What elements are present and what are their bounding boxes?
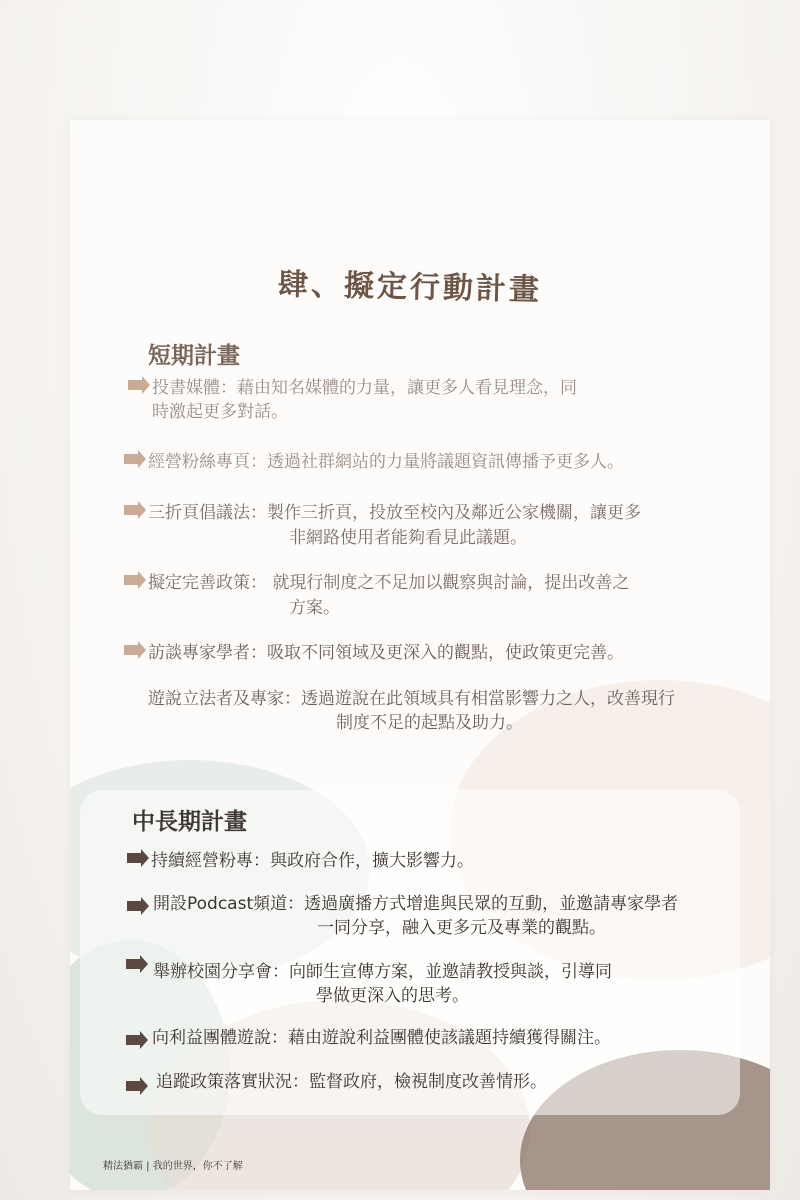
item-line: 追蹤政策落實狀況：監督政府，檢視制度改善情形。: [156, 1072, 547, 1092]
poster-title: 肆、擬定行動計畫: [277, 267, 543, 308]
item-line: 遊說立法者及專家：透過遊說在此領域具有相當影響力之人，改善現行: [148, 689, 675, 709]
item-line: 擬定完善政策： 就現行制度之不足加以觀察與討論，提出改善之: [148, 573, 630, 593]
item-line: 時激起更多對話。: [152, 402, 288, 422]
arrow-right-icon: [126, 1081, 140, 1091]
item-line: 向利益團體遊說：藉由遊說利益團體使該議題持續獲得關注。: [152, 1028, 611, 1048]
item-line: 三折頁倡議法：製作三折頁，投放至校內及鄰近公家機關，讓更多: [148, 503, 641, 523]
arrow-right-icon: [124, 645, 138, 655]
item-line: 制度不足的起點及助力。: [336, 713, 523, 733]
item-line: 一同分享，融入更多元及專業的觀點。: [317, 918, 606, 938]
arrow-right-icon: [127, 853, 141, 863]
short-term-heading: 短期計畫: [148, 343, 240, 369]
item-line: 持續經營粉專：與政府合作，擴大影響力。: [151, 851, 474, 871]
arrow-right-icon: [126, 959, 140, 969]
item-line: 訪談專家學者：吸取不同領域及更深入的觀點，使政策更完善。: [148, 643, 624, 663]
item-line: 經營粉絲專頁：透過社群網站的力量將議題資訊傳播予更多人。: [148, 452, 624, 472]
mid-long-term-card: [80, 790, 740, 1115]
arrow-right-icon: [124, 454, 138, 464]
arrow-right-icon: [124, 505, 138, 515]
item-line: 開設Podcast頻道：透過廣播方式增進與民眾的互動，並邀請專家學者: [153, 894, 679, 914]
mid-long-term-heading: 中長期計畫: [132, 809, 247, 835]
arrow-right-icon: [124, 575, 138, 585]
item-line: 方案。: [289, 598, 340, 618]
arrow-right-icon: [126, 1035, 140, 1045]
arrow-right-icon: [128, 380, 142, 390]
item-line: 學做更深入的思考。: [316, 986, 469, 1006]
item-line: 非網路使用者能夠看見此議題。: [289, 528, 527, 548]
item-line: 投書媒體：藉由知名媒體的力量，讓更多人看見理念，同: [152, 378, 577, 398]
arrow-right-icon: [127, 901, 141, 911]
poster-footer: 精法猶霸 | 我的世界，你不了解: [103, 1161, 243, 1172]
item-line: 舉辦校園分享會：向師生宣傳方案，並邀請教授與談，引導同: [153, 962, 612, 982]
